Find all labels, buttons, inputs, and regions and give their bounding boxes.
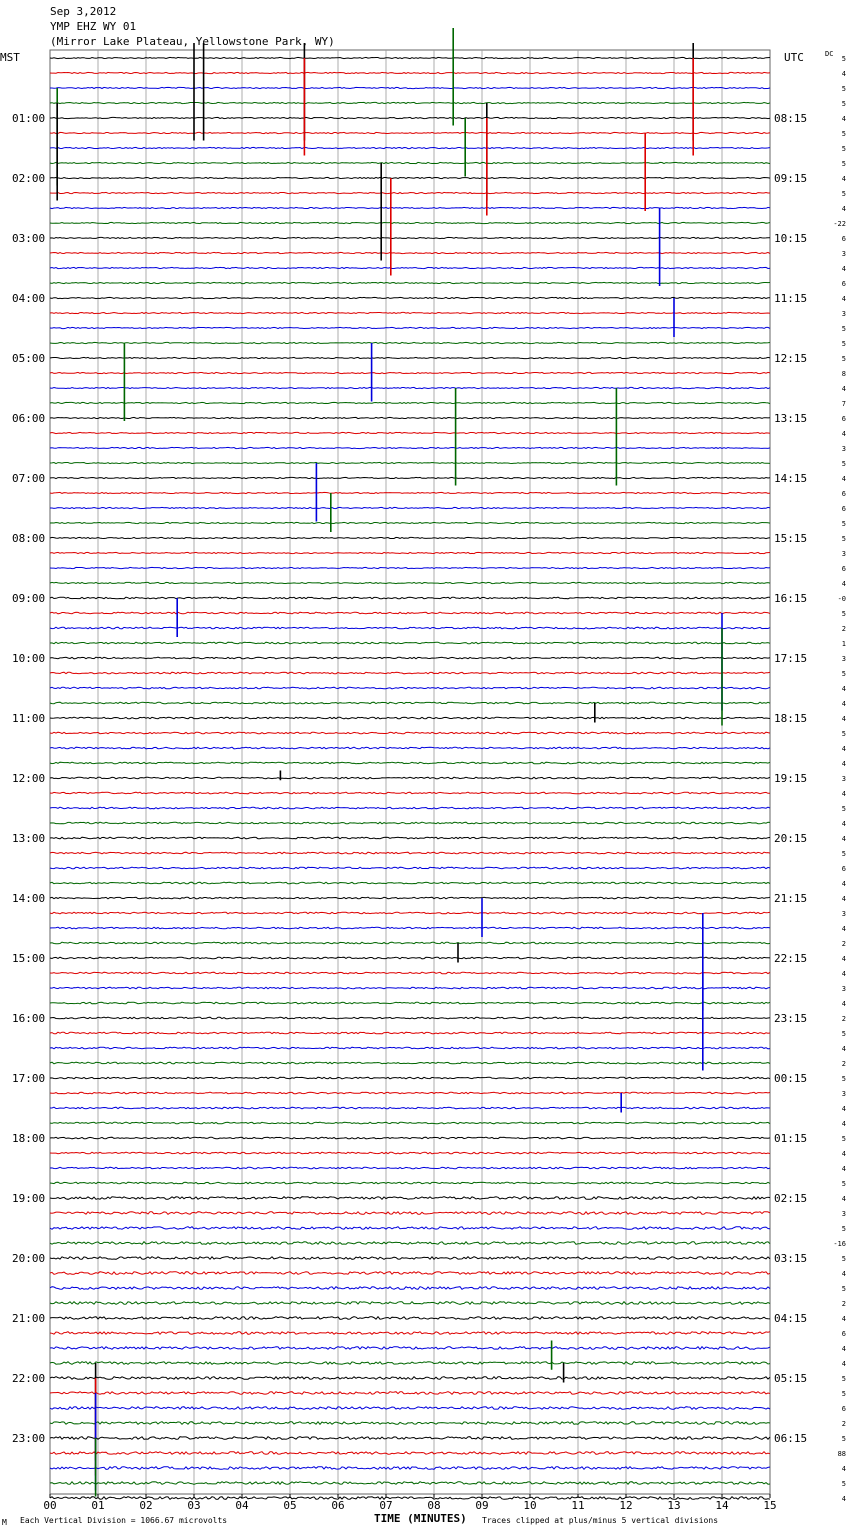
trace-line xyxy=(50,222,770,223)
trace-line xyxy=(50,777,770,779)
dc-offset-label: 5 xyxy=(841,610,846,618)
dc-offset-label: 4 xyxy=(841,700,846,708)
dc-offset-label: 5 xyxy=(841,55,846,63)
mst-hour-label: 16:00 xyxy=(12,1012,46,1025)
dc-offset-label: 5 xyxy=(841,340,846,348)
dc-offset-label: 4 xyxy=(841,1345,846,1353)
utc-hour-label: 18:15 xyxy=(774,712,808,725)
dc-offset-label: 4 xyxy=(841,430,846,438)
mst-hour-label: 17:00 xyxy=(12,1072,46,1085)
trace-line xyxy=(50,1122,770,1124)
utc-hour-label: 05:15 xyxy=(774,1372,808,1385)
dc-offset-label: 4 xyxy=(841,925,846,933)
trace-line xyxy=(50,432,770,433)
x-tick-label: 09 xyxy=(475,1499,489,1512)
dc-offset-label: 2 xyxy=(841,1060,846,1068)
trace-line xyxy=(50,1437,770,1440)
trace-line xyxy=(50,1017,770,1019)
x-tick-label: 11 xyxy=(571,1499,585,1512)
dc-offset-label: 2 xyxy=(841,1015,846,1023)
dc-offset-label: 4 xyxy=(841,1105,846,1113)
x-tick-label: 05 xyxy=(283,1499,297,1512)
dc-offset-label: 3 xyxy=(841,1090,846,1098)
trace-line xyxy=(50,1077,770,1079)
dc-offset-label: 5 xyxy=(841,130,846,138)
dc-offset-label: 4 xyxy=(841,760,846,768)
dc-offset-label: 5 xyxy=(841,1390,846,1398)
dc-offset-label: 6 xyxy=(841,235,846,243)
mst-hour-label: 09:00 xyxy=(12,592,46,605)
dc-offset-label: 3 xyxy=(841,910,846,918)
trace-line xyxy=(50,87,770,88)
dc-offset-label: 5 xyxy=(841,190,846,198)
trace-line xyxy=(50,882,770,884)
dc-offset-label: 6 xyxy=(841,415,846,423)
dc-offset-label: 2 xyxy=(841,1420,846,1428)
grid-lines xyxy=(50,50,770,1494)
trace-line xyxy=(50,1452,770,1455)
dc-offset-label: 5 xyxy=(841,1180,846,1188)
utc-hour-label: 22:15 xyxy=(774,952,808,965)
seismic-traces xyxy=(50,28,770,1499)
trace-line xyxy=(50,567,770,568)
clip-note: Traces clipped at plus/minus 5 vertical divisions xyxy=(482,1516,719,1525)
utc-hour-label: 01:15 xyxy=(774,1132,808,1145)
mst-hour-label: 02:00 xyxy=(12,172,46,185)
x-tick-label: 07 xyxy=(379,1499,393,1512)
mst-hour-label: 07:00 xyxy=(12,472,46,485)
trace-line xyxy=(50,1107,770,1109)
trace-line xyxy=(50,402,770,403)
trace-line xyxy=(50,762,770,764)
dc-offset-label: 4 xyxy=(841,685,846,693)
trace-line xyxy=(50,582,770,583)
dc-offset-label: 5 xyxy=(841,1375,846,1383)
x-tick-label: 10 xyxy=(523,1499,537,1512)
trace-line xyxy=(50,1242,770,1245)
trace-line xyxy=(50,1422,770,1425)
trace-line xyxy=(50,507,770,508)
dc-offset-label: -22 xyxy=(833,220,846,228)
dc-offset-label: 6 xyxy=(841,505,846,513)
trace-line xyxy=(50,552,770,553)
dc-offset-label: 3 xyxy=(841,775,846,783)
trace-line xyxy=(50,312,770,313)
trace-line xyxy=(50,852,770,854)
dc-offset-label: 4 xyxy=(841,1495,846,1503)
dc-offset-label: 2 xyxy=(841,625,846,633)
mst-hour-label: 13:00 xyxy=(12,832,46,845)
trace-line xyxy=(50,447,770,448)
x-tick-label: 14 xyxy=(715,1499,729,1512)
trace-line xyxy=(50,702,770,704)
utc-hour-label: 16:15 xyxy=(774,592,808,605)
x-axis-title: TIME (MINUTES) xyxy=(374,1512,467,1525)
dc-offset-label: 5 xyxy=(841,730,846,738)
trace-line xyxy=(50,417,770,418)
mst-hour-label: 11:00 xyxy=(12,712,46,725)
x-tick-label: 06 xyxy=(331,1499,345,1512)
dc-offset-label: 3 xyxy=(841,550,846,558)
dc-offset-label: 4 xyxy=(841,895,846,903)
dc-offset-label: -16 xyxy=(833,1240,846,1248)
trace-line xyxy=(50,1062,770,1064)
trace-line xyxy=(50,987,770,989)
utc-hour-label: 17:15 xyxy=(774,652,808,665)
trace-line xyxy=(50,717,770,719)
trace-line xyxy=(50,1302,770,1305)
dc-offset-label: 5 xyxy=(841,535,846,543)
dc-offset-label: 5 xyxy=(841,1030,846,1038)
dc-offset-label: 4 xyxy=(841,580,846,588)
plot-frame xyxy=(50,50,770,1494)
trace-line xyxy=(50,672,770,674)
dc-offset-label: 4 xyxy=(841,970,846,978)
dc-offset-label: 5 xyxy=(841,145,846,153)
mst-hour-label: 22:00 xyxy=(12,1372,46,1385)
x-tick-label: 13 xyxy=(667,1499,681,1512)
dc-offset-label: 5 xyxy=(841,670,846,678)
trace-line xyxy=(50,237,770,238)
trace-line xyxy=(50,1092,770,1094)
dc-offset-label: 5 xyxy=(841,355,846,363)
x-tick-label: 02 xyxy=(139,1499,153,1512)
trace-line xyxy=(50,267,770,268)
mst-hour-label: 19:00 xyxy=(12,1192,46,1205)
trace-line xyxy=(50,912,770,914)
utc-hour-label: 21:15 xyxy=(774,892,808,905)
corner-mark: M xyxy=(2,1518,7,1527)
trace-line xyxy=(50,1152,770,1154)
trace-line xyxy=(50,867,770,869)
dc-offset-label: 7 xyxy=(841,400,846,408)
trace-line xyxy=(50,627,770,629)
trace-line xyxy=(50,1467,770,1470)
trace-line xyxy=(50,807,770,809)
x-tick-label: 04 xyxy=(235,1499,249,1512)
trace-line xyxy=(50,1047,770,1049)
utc-hour-label: 04:15 xyxy=(774,1312,808,1325)
x-tick-label: 01 xyxy=(91,1499,105,1512)
trace-line xyxy=(50,1497,770,1500)
trace-line xyxy=(50,597,770,599)
mst-hour-label: 12:00 xyxy=(12,772,46,785)
trace-line xyxy=(50,792,770,794)
dc-offset-label: 8 xyxy=(841,370,846,378)
dc-offset-label: -0 xyxy=(837,595,846,603)
dc-offset-label: 5 xyxy=(841,85,846,93)
trace-line xyxy=(50,252,770,253)
trace-line xyxy=(50,657,770,659)
dc-offset-label: 4 xyxy=(841,205,846,213)
dc-offset-label: 4 xyxy=(841,1315,846,1323)
dc-offset-label: 6 xyxy=(841,865,846,873)
utc-hour-label: 15:15 xyxy=(774,532,808,545)
dc-offset-label: 5 xyxy=(841,805,846,813)
trace-line xyxy=(50,1317,770,1320)
mst-hour-label: 08:00 xyxy=(12,532,46,545)
trace-line xyxy=(50,1332,770,1335)
trace-line xyxy=(50,477,770,478)
dc-offset-label: 5 xyxy=(841,160,846,168)
trace-line xyxy=(50,1197,770,1200)
dc-offset-label: 5 xyxy=(841,850,846,858)
station-location: (Mirror Lake Plateau, Yellowstone Park, WY) xyxy=(50,35,335,48)
utc-hour-label: 02:15 xyxy=(774,1192,808,1205)
dc-offset-label: 2 xyxy=(841,1300,846,1308)
trace-line xyxy=(50,1272,770,1275)
dc-offset-label: 4 xyxy=(841,1465,846,1473)
trace-line xyxy=(50,207,770,208)
dc-offset-label: 4 xyxy=(841,295,846,303)
trace-line xyxy=(50,492,770,493)
dc-offset-label: 6 xyxy=(841,490,846,498)
dc-offset-label: 4 xyxy=(841,715,846,723)
utc-hour-label: 23:15 xyxy=(774,1012,808,1025)
mst-hour-label: 18:00 xyxy=(12,1132,46,1145)
trace-line xyxy=(50,147,770,148)
dc-offset-label: 3 xyxy=(841,250,846,258)
dc-offset-label: 3 xyxy=(841,1210,846,1218)
dc-offset-label: 6 xyxy=(841,280,846,288)
utc-hour-label: 20:15 xyxy=(774,832,808,845)
trace-line xyxy=(50,1182,770,1184)
trace-line xyxy=(50,822,770,824)
mst-hour-label: 03:00 xyxy=(12,232,46,245)
dc-offset-label: 4 xyxy=(841,1270,846,1278)
scale-note: Each Vertical Division = 1066.67 microvolts xyxy=(20,1516,228,1525)
dc-offset-label: 4 xyxy=(841,115,846,123)
trace-line xyxy=(50,1407,770,1410)
dc-offset-label: 88 xyxy=(837,1450,846,1458)
trace-line xyxy=(50,57,770,58)
trace-line xyxy=(50,282,770,283)
trace-line xyxy=(50,162,770,163)
trace-line xyxy=(50,1257,770,1260)
dc-offset-label: 5 xyxy=(841,1435,846,1443)
dc-offset-label: 1 xyxy=(841,640,846,648)
plot-date: Sep 3,2012 xyxy=(50,5,117,18)
dc-offset-label: 5 xyxy=(841,1480,846,1488)
x-tick-label: 12 xyxy=(619,1499,633,1512)
trace-line xyxy=(50,1482,770,1485)
dc-offset-label: 6 xyxy=(841,565,846,573)
dc-offset-label: 3 xyxy=(841,985,846,993)
utc-hour-label: 10:15 xyxy=(774,232,808,245)
dc-offset-label: 2 xyxy=(841,940,846,948)
trace-line xyxy=(50,1167,770,1169)
trace-line xyxy=(50,72,770,73)
mst-hour-label: 15:00 xyxy=(12,952,46,965)
trace-line xyxy=(50,357,770,358)
trace-line xyxy=(50,537,770,538)
utc-axis-label: UTC xyxy=(784,51,804,64)
x-tick-label: 08 xyxy=(427,1499,441,1512)
trace-line xyxy=(50,327,770,328)
mst-axis-label: MST xyxy=(0,51,20,64)
dc-offset-label: 5 xyxy=(841,100,846,108)
dc-offset-label: 3 xyxy=(841,445,846,453)
dc-offset-label: 5 xyxy=(841,460,846,468)
trace-line xyxy=(50,957,770,959)
dc-offset-label: 3 xyxy=(841,310,846,318)
x-tick-label: 15 xyxy=(763,1499,777,1512)
trace-line xyxy=(50,642,770,644)
dc-offset-label: 5 xyxy=(841,1255,846,1263)
trace-line xyxy=(50,192,770,193)
trace-line xyxy=(50,297,770,298)
utc-hour-label: 03:15 xyxy=(774,1252,808,1265)
dc-offset-label: 5 xyxy=(841,1075,846,1083)
utc-hour-label: 19:15 xyxy=(774,772,808,785)
trace-line xyxy=(50,1227,770,1230)
dc-offset-label: 5 xyxy=(841,520,846,528)
dc-offset-label: 4 xyxy=(841,955,846,963)
trace-line xyxy=(50,177,770,178)
dc-offset-label: 4 xyxy=(841,1165,846,1173)
trace-line xyxy=(50,1212,770,1215)
x-tick-label: 00 xyxy=(43,1499,57,1512)
mst-hour-label: 05:00 xyxy=(12,352,46,365)
utc-hour-label: 00:15 xyxy=(774,1072,808,1085)
mst-hour-label: 04:00 xyxy=(12,292,46,305)
dc-offset-label: 4 xyxy=(841,1000,846,1008)
dc-offset-label: 4 xyxy=(841,385,846,393)
trace-line xyxy=(50,612,770,614)
dc-offset-label: 4 xyxy=(841,1120,846,1128)
dc-offset-label: 4 xyxy=(841,475,846,483)
utc-hour-label: 12:15 xyxy=(774,352,808,365)
dc-offset-label: 4 xyxy=(841,820,846,828)
trace-line xyxy=(50,972,770,974)
trace-line xyxy=(50,837,770,839)
dc-offset-label: 3 xyxy=(841,655,846,663)
trace-line xyxy=(50,927,770,929)
trace-line xyxy=(50,1287,770,1290)
dc-offset-label: 4 xyxy=(841,745,846,753)
dc-offset-label: 4 xyxy=(841,1045,846,1053)
trace-line xyxy=(50,1002,770,1004)
trace-line xyxy=(50,1362,770,1365)
trace-line xyxy=(50,102,770,103)
trace-line xyxy=(50,687,770,689)
dc-offset-label: 5 xyxy=(841,1135,846,1143)
dc-offset-label: 6 xyxy=(841,1330,846,1338)
dc-offset-label: 4 xyxy=(841,265,846,273)
dc-offset-label: 4 xyxy=(841,790,846,798)
trace-line xyxy=(50,462,770,463)
trace-line xyxy=(50,1377,770,1380)
dc-offset-label: 4 xyxy=(841,1360,846,1368)
mst-hour-label: 14:00 xyxy=(12,892,46,905)
trace-line xyxy=(50,1137,770,1139)
mst-hour-label: 21:00 xyxy=(12,1312,46,1325)
utc-hour-label: 09:15 xyxy=(774,172,808,185)
utc-hour-label: 13:15 xyxy=(774,412,808,425)
utc-hour-label: 11:15 xyxy=(774,292,808,305)
dc-offset-label: 4 xyxy=(841,175,846,183)
x-tick-label: 03 xyxy=(187,1499,201,1512)
mst-hour-label: 06:00 xyxy=(12,412,46,425)
trace-line xyxy=(50,1392,770,1395)
trace-line xyxy=(50,732,770,734)
trace-line xyxy=(50,747,770,749)
utc-hour-label: 08:15 xyxy=(774,112,808,125)
dc-offset-label: 4 xyxy=(841,1195,846,1203)
dc-offset-label: 4 xyxy=(841,70,846,78)
dc-offset-label: 5 xyxy=(841,1285,846,1293)
mst-hour-label: 10:00 xyxy=(12,652,46,665)
trace-line xyxy=(50,1347,770,1350)
trace-line xyxy=(50,132,770,133)
mst-hour-label: 23:00 xyxy=(12,1432,46,1445)
dc-offset-label: 5 xyxy=(841,1225,846,1233)
mst-hour-label: 01:00 xyxy=(12,112,46,125)
trace-line xyxy=(50,387,770,388)
axis-labels xyxy=(0,50,846,1512)
dc-offset-label: 4 xyxy=(841,1150,846,1158)
mst-hour-label: 20:00 xyxy=(12,1252,46,1265)
trace-line xyxy=(50,372,770,373)
trace-line xyxy=(50,1032,770,1034)
station-code: YMP EHZ WY 01 xyxy=(50,20,137,33)
dc-offset-label: 4 xyxy=(841,880,846,888)
trace-line xyxy=(50,342,770,343)
dc-offset-label: 4 xyxy=(841,835,846,843)
trace-line xyxy=(50,117,770,118)
utc-hour-label: 06:15 xyxy=(774,1432,808,1445)
utc-hour-label: 14:15 xyxy=(774,472,808,485)
dc-offset-label: 5 xyxy=(841,325,846,333)
trace-line xyxy=(50,522,770,523)
trace-line xyxy=(50,897,770,899)
trace-line xyxy=(50,942,770,944)
dc-offset-label: 6 xyxy=(841,1405,846,1413)
dc-label: DC xyxy=(825,50,834,58)
